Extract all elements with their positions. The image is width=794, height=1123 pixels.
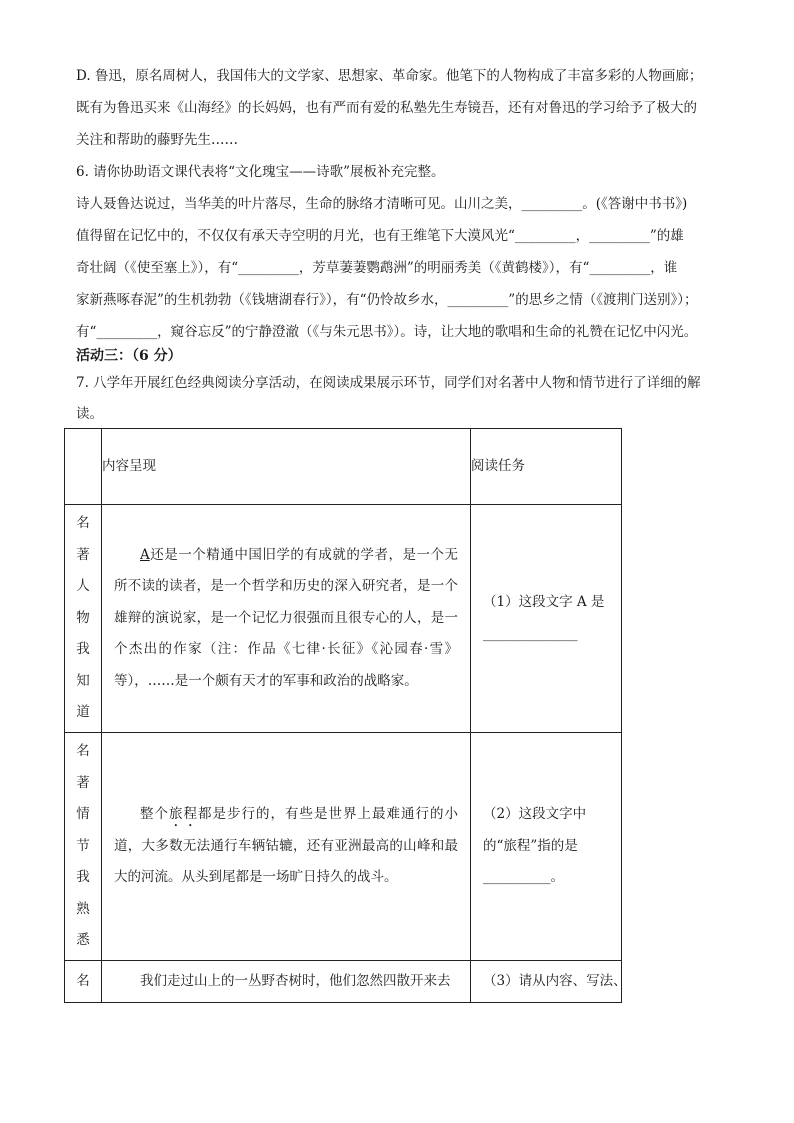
task-2-prompt: （2）这段文字中: [483, 806, 587, 823]
column-header-content: 内容呈现: [102, 429, 471, 505]
activity-3-heading: 活动三：（6 分）: [76, 348, 182, 364]
text-line: D. 鲁迅，原名周树人，我国伟大的文学家、思想家、革命家。他笔下的人物构成了丰富多彩的人物画廊；: [76, 68, 703, 84]
task-1-answer-blank[interactable]: ______________: [483, 625, 578, 642]
task-2-answer-blank[interactable]: __________。: [483, 869, 564, 886]
column-header-task: 阅读任务: [471, 429, 622, 505]
content-cell-plot: 整个旅程都是步行的，有些是世界上最难通行的小道，大多数无法通行车辆钴辘，还有亚洲最高的山峰和最大的河流。从头到尾都是一场旷日持久的战斗。: [102, 733, 471, 961]
task-1-prompt: （1）这段文字 A 是: [483, 594, 605, 610]
content-cell-characters: [102, 505, 471, 733]
text-line: 诗人聂鲁达说过，当华美的叶片落尽，生命的脉络才清晰可见。山川之美，_________。(《答谢中书书》): [76, 196, 688, 212]
question-7-title-cont: 读。: [76, 406, 103, 422]
question-6-title: 6. 请你协助语文课代表将“文化瑰宝——诗歌”展板补充完整。: [76, 164, 445, 180]
question-7-title: 7. 八学年开展红色经典阅读分享活动，在阅读成果展示环节，同学们对名著中人物和情节进行了详细的解: [76, 375, 701, 391]
text-line: 值得留在记忆中的，不仅仅有承天寺空明的月光，也有王维笔下大漠风光“_________，_________”的雄: [76, 228, 684, 244]
text-line: 家新燕啄春泥”的生机勃勃（《钱塘湖春行》），有“仍怜故乡水，_________”的思乡之情（《渡荆门送别》）；: [76, 292, 698, 308]
text-line: 关注和帮助的藤野先生……: [76, 132, 238, 148]
task-cell-2: [471, 733, 622, 961]
text-line: 有“_________，窥谷忘反”的宁静澄澈（《与朱元思书》）。诗，让大地的歌唱和生命的礼赞在记忆中闪光。: [76, 324, 698, 340]
table-corner-cell: [65, 429, 102, 505]
task-cell-1: [471, 505, 622, 733]
reading-table: [64, 428, 627, 1003]
table-row-plot: [65, 733, 622, 961]
task-cell-3: （3）请从内容、写法、: [471, 961, 622, 1003]
row-label-plot: 名 著 情 节 我 熟 悉: [65, 733, 102, 961]
table-row-3: [65, 961, 622, 1003]
task-2-prompt-cont: 的“旅程”指的是: [483, 837, 578, 854]
text-line: 奇壮阔（《使至塞上》），有“_________，芳草萋萋鹦鹉洲”的明丽秀美（《黄鹤楼》），有“_________，谁: [76, 260, 678, 276]
row-label-3: 名: [65, 961, 102, 1003]
table-header-row: [65, 429, 622, 505]
text-line: 既有为鲁迅买来《山海经》的长妈妈，也有严而有爱的私塾先生寿镜吾，还有对鲁迅的学习给予了极大的: [76, 100, 697, 116]
row-label-characters: 名 著 人 物 我 知 道: [65, 505, 102, 733]
journey-emphasis: 旅程: [169, 806, 198, 823]
marker-a: A: [140, 546, 150, 563]
character-description: 还是一个精通中国旧学的有成就的学者，是一个无所不读的读者，是一个哲学和历史的深入研究者，是一个雄辩的演说家，是一个记忆力很强而且很专心的人，是一个杰出的作家（注：作品《七律·长征》《沁园春·雪》等），……是一个颇有天才的军事和政治的战略家。: [114, 546, 458, 689]
table-row-characters: [65, 505, 622, 733]
content-cell-3: 我们走过山上的一丛野杏树时，他们忽然四散开来去: [102, 961, 471, 1003]
